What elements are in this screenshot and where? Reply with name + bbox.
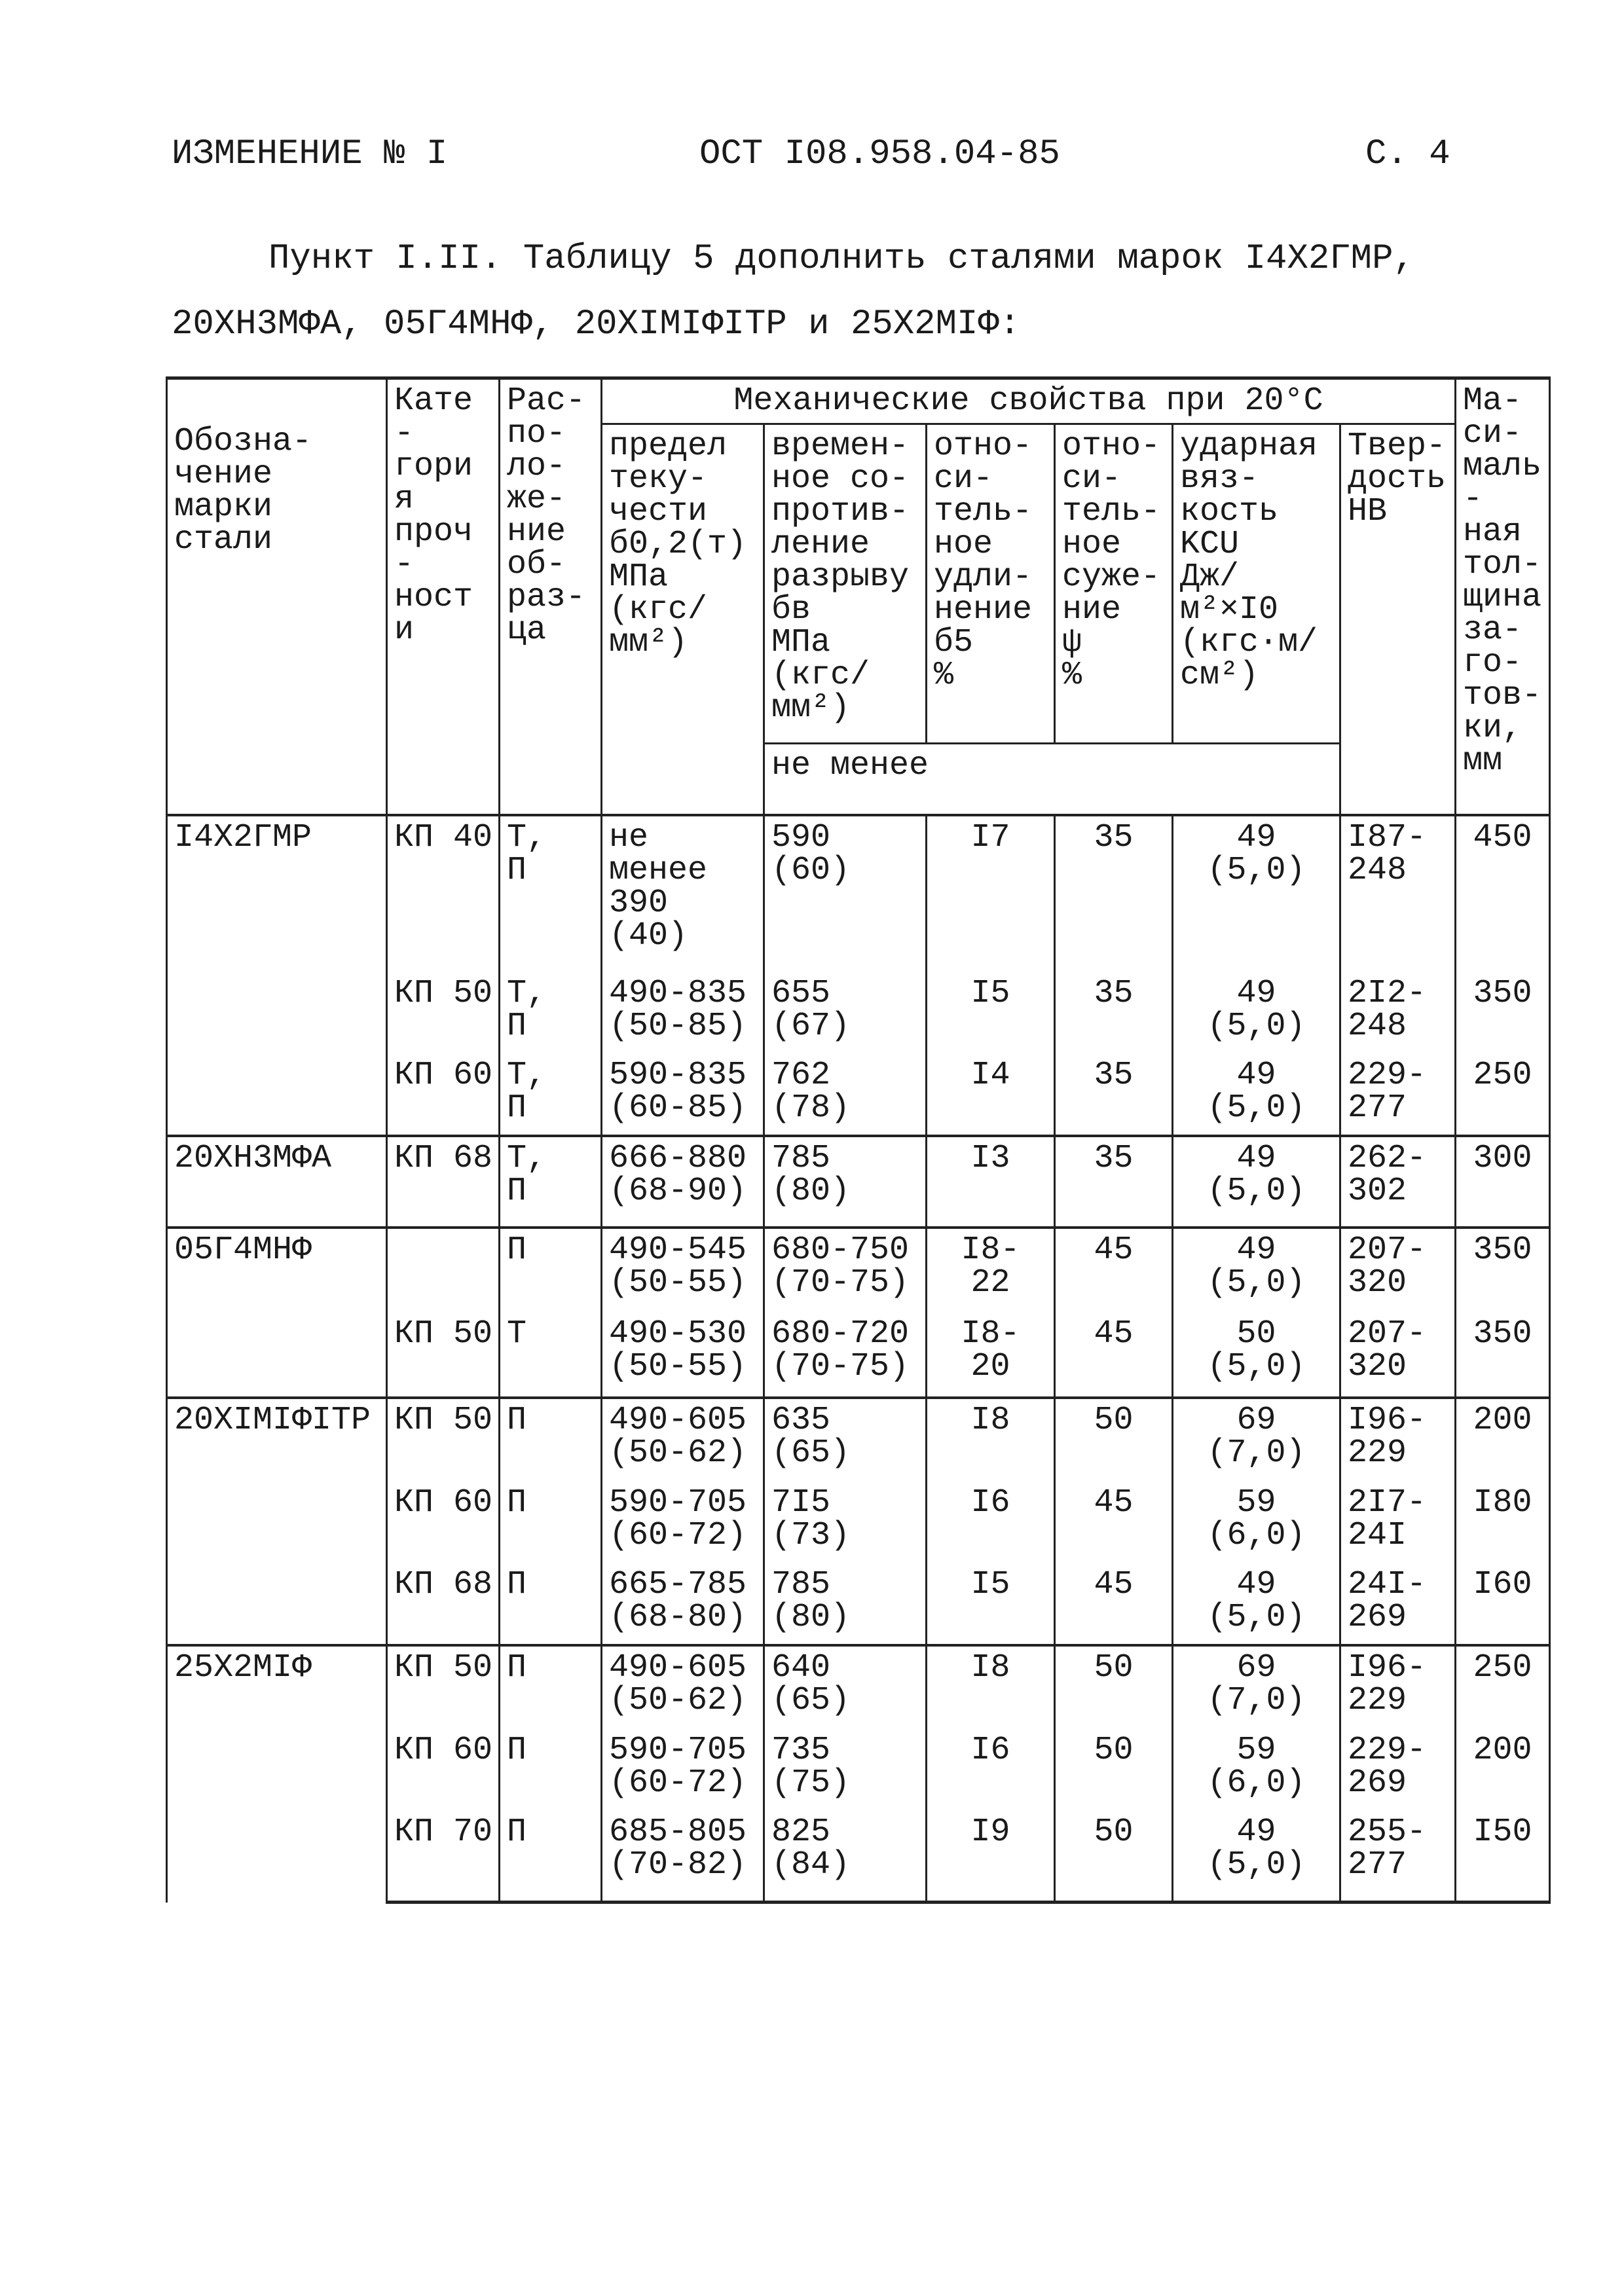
thickness-cell: 350 <box>1456 972 1550 1054</box>
reduction-cell: 35 <box>1055 1054 1173 1136</box>
thickness-cell: 250 <box>1456 1645 1550 1729</box>
header-mechanical-properties: Механические свойства при 20°С <box>602 378 1456 424</box>
hardness-cell: 262- 302 <box>1340 1136 1456 1228</box>
hardness-cell: 207- 320 <box>1340 1228 1456 1313</box>
header-elongation: отно- си- тель- ное удли- нение б5 % <box>927 424 1055 744</box>
header-reduction: отно- си- тель- ное суже- ние ψ % <box>1055 424 1173 744</box>
reduction-cell: 35 <box>1055 972 1173 1054</box>
thickness-cell: 350 <box>1456 1228 1550 1313</box>
yield-cell: 590-835 (60-85) <box>602 1054 764 1136</box>
tensile-cell: 640 (65) <box>764 1645 927 1729</box>
hardness-cell: 255- 277 <box>1340 1811 1456 1903</box>
impact-cell: 49 (5,0) <box>1173 1228 1340 1313</box>
elongation-cell: I8- 20 <box>927 1313 1055 1398</box>
yield-cell: 490-530 (50-55) <box>602 1313 764 1398</box>
yield-cell: 665-785 (68-80) <box>602 1563 764 1645</box>
impact-cell: 59 (6,0) <box>1173 1729 1340 1811</box>
yield-cell: 490-605 (50-62) <box>602 1645 764 1729</box>
impact-cell: 49 (5,0) <box>1173 972 1340 1054</box>
elongation-cell: I5 <box>927 1563 1055 1645</box>
tensile-cell: 7I5 (73) <box>764 1482 927 1563</box>
reduction-cell: 45 <box>1055 1563 1173 1645</box>
yield-cell: 490-545 (50-55) <box>602 1228 764 1313</box>
yield-cell: 490-605 (50-62) <box>602 1398 764 1482</box>
thickness-cell: 300 <box>1456 1136 1550 1228</box>
category-cell: КП 50 <box>387 1313 500 1398</box>
hardness-cell: I96- 229 <box>1340 1398 1456 1482</box>
page-number: С. 4 <box>1365 134 1450 174</box>
hardness-cell: 24I- 269 <box>1340 1563 1456 1645</box>
thickness-cell: 200 <box>1456 1398 1550 1482</box>
category-cell: КП 60 <box>387 1482 500 1563</box>
header-not-less: не менее <box>764 743 1340 815</box>
elongation-cell: I9 <box>927 1811 1055 1903</box>
yield-cell: 590-705 (60-72) <box>602 1482 764 1563</box>
position-cell: Т, П <box>500 1054 602 1136</box>
tensile-cell: 825 (84) <box>764 1811 927 1903</box>
category-cell: КП 50 <box>387 1398 500 1482</box>
hardness-cell: 2I2- 248 <box>1340 972 1456 1054</box>
hardness-cell: 229- 277 <box>1340 1054 1456 1136</box>
reduction-cell: 45 <box>1055 1313 1173 1398</box>
yield-cell: не менее 390 (40) <box>602 815 764 972</box>
header-grade: Обозна- чение марки стали <box>167 378 387 815</box>
reduction-cell: 35 <box>1055 815 1173 972</box>
position-cell: П <box>500 1811 602 1903</box>
intro-line-2: 20ХН3МФА, 05Г4МНФ, 20ХIМIФIТР и 25Х2МIФ: <box>172 304 1021 344</box>
position-cell: П <box>500 1729 602 1811</box>
impact-cell: 49 (5,0) <box>1173 1136 1340 1228</box>
tensile-cell: 680-720 (70-75) <box>764 1313 927 1398</box>
category-cell: КП 68 <box>387 1136 500 1228</box>
thickness-cell: 450 <box>1456 815 1550 972</box>
header-position: Рас- по- ло- же- ние об- раз- ца <box>500 378 602 815</box>
hardness-cell: I96- 229 <box>1340 1645 1456 1729</box>
tensile-cell: 762 (78) <box>764 1054 927 1136</box>
impact-cell: 59 (6,0) <box>1173 1482 1340 1563</box>
position-cell: П <box>500 1645 602 1729</box>
tensile-cell: 785 (80) <box>764 1136 927 1228</box>
grade-cell: 25Х2МIФ <box>167 1645 387 1903</box>
position-cell: П <box>500 1482 602 1563</box>
impact-cell: 69 (7,0) <box>1173 1645 1340 1729</box>
elongation-cell: I3 <box>927 1136 1055 1228</box>
intro-line-1: Пункт I.II. Таблицу 5 дополнить сталями марок I4Х2ГМР, <box>268 239 1414 279</box>
elongation-cell: I5 <box>927 972 1055 1054</box>
position-cell: Т <box>500 1313 602 1398</box>
position-cell: Т, П <box>500 815 602 972</box>
elongation-cell: I8 <box>927 1645 1055 1729</box>
header-hardness: Твер- дость НВ <box>1340 424 1456 815</box>
tensile-cell: 635 (65) <box>764 1398 927 1482</box>
thickness-cell: I80 <box>1456 1482 1550 1563</box>
hardness-cell: 229- 269 <box>1340 1729 1456 1811</box>
elongation-cell: I8- 22 <box>927 1228 1055 1313</box>
category-cell: КП 70 <box>387 1811 500 1903</box>
category-cell: КП 60 <box>387 1054 500 1136</box>
elongation-cell: I6 <box>927 1729 1055 1811</box>
thickness-cell: 200 <box>1456 1729 1550 1811</box>
header-yield: предел теку- чести б0,2(т) МПа (кгс/мм²) <box>602 424 764 744</box>
hardness-cell: I87- 248 <box>1340 815 1456 972</box>
yield-cell: 590-705 (60-72) <box>602 1729 764 1811</box>
elongation-cell: I7 <box>927 815 1055 972</box>
category-cell: КП 50 <box>387 972 500 1054</box>
reduction-cell: 35 <box>1055 1136 1173 1228</box>
impact-cell: 49 (5,0) <box>1173 1563 1340 1645</box>
elongation-cell: I4 <box>927 1054 1055 1136</box>
header-thickness: Ма- си- маль- ная тол- щина за- го- тов- ки, мм <box>1456 378 1550 815</box>
impact-cell: 49 (5,0) <box>1173 1811 1340 1903</box>
reduction-cell: 50 <box>1055 1645 1173 1729</box>
steel-properties-table <box>166 376 1551 1904</box>
category-cell: КП 60 <box>387 1729 500 1811</box>
impact-cell: 69 (7,0) <box>1173 1398 1340 1482</box>
tensile-cell: 680-750 (70-75) <box>764 1228 927 1313</box>
position-cell: П <box>500 1563 602 1645</box>
hardness-cell: 207- 320 <box>1340 1313 1456 1398</box>
grade-cell: 20ХIМIФIТР <box>167 1398 387 1645</box>
reduction-cell: 45 <box>1055 1482 1173 1563</box>
thickness-cell: 350 <box>1456 1313 1550 1398</box>
reduction-cell: 45 <box>1055 1228 1173 1313</box>
yield-cell: 685-805 (70-82) <box>602 1811 764 1903</box>
thickness-cell: I50 <box>1456 1811 1550 1903</box>
impact-cell: 49 (5,0) <box>1173 815 1340 972</box>
position-cell: Т, П <box>500 972 602 1054</box>
tensile-cell: 590 (60) <box>764 815 927 972</box>
impact-cell: 49 (5,0) <box>1173 1054 1340 1136</box>
reduction-cell: 50 <box>1055 1398 1173 1482</box>
thickness-cell: I60 <box>1456 1563 1550 1645</box>
position-cell: П <box>500 1228 602 1313</box>
yield-cell: 666-880 (68-90) <box>602 1136 764 1228</box>
tensile-cell: 735 (75) <box>764 1729 927 1811</box>
tensile-cell: 655 (67) <box>764 972 927 1054</box>
impact-cell: 50 (5,0) <box>1173 1313 1340 1398</box>
position-cell: П <box>500 1398 602 1482</box>
change-number: ИЗМЕНЕНИЕ № I <box>172 134 448 174</box>
reduction-cell: 50 <box>1055 1811 1173 1903</box>
category-cell: КП 40 <box>387 815 500 972</box>
thickness-cell: 250 <box>1456 1054 1550 1136</box>
yield-cell: 490-835 (50-85) <box>602 972 764 1054</box>
header-tensile: времен- ное со- против- ление разрыву бв МПа (кгс/мм²) <box>764 424 927 744</box>
category-cell: КП 50 <box>387 1645 500 1729</box>
header-impact: ударная вяз- кость KCU Дж/м²×I0 (кгс·м/см²) <box>1173 424 1340 744</box>
reduction-cell: 50 <box>1055 1729 1173 1811</box>
position-cell: Т, П <box>500 1136 602 1228</box>
tensile-cell: 785 (80) <box>764 1563 927 1645</box>
hardness-cell: 2I7- 24I <box>1340 1482 1456 1563</box>
grade-cell: I4Х2ГМР <box>167 815 387 1136</box>
category-cell: КП 68 <box>387 1563 500 1645</box>
category-cell <box>387 1228 500 1313</box>
standard-code: ОСТ I08.958.04-85 <box>699 134 1060 174</box>
grade-cell: 05Г4МНФ <box>167 1228 387 1398</box>
elongation-cell: I8 <box>927 1398 1055 1482</box>
elongation-cell: I6 <box>927 1482 1055 1563</box>
grade-cell: 20ХН3МФА <box>167 1136 387 1228</box>
header-category: Кате- гория проч- ности <box>387 378 500 815</box>
